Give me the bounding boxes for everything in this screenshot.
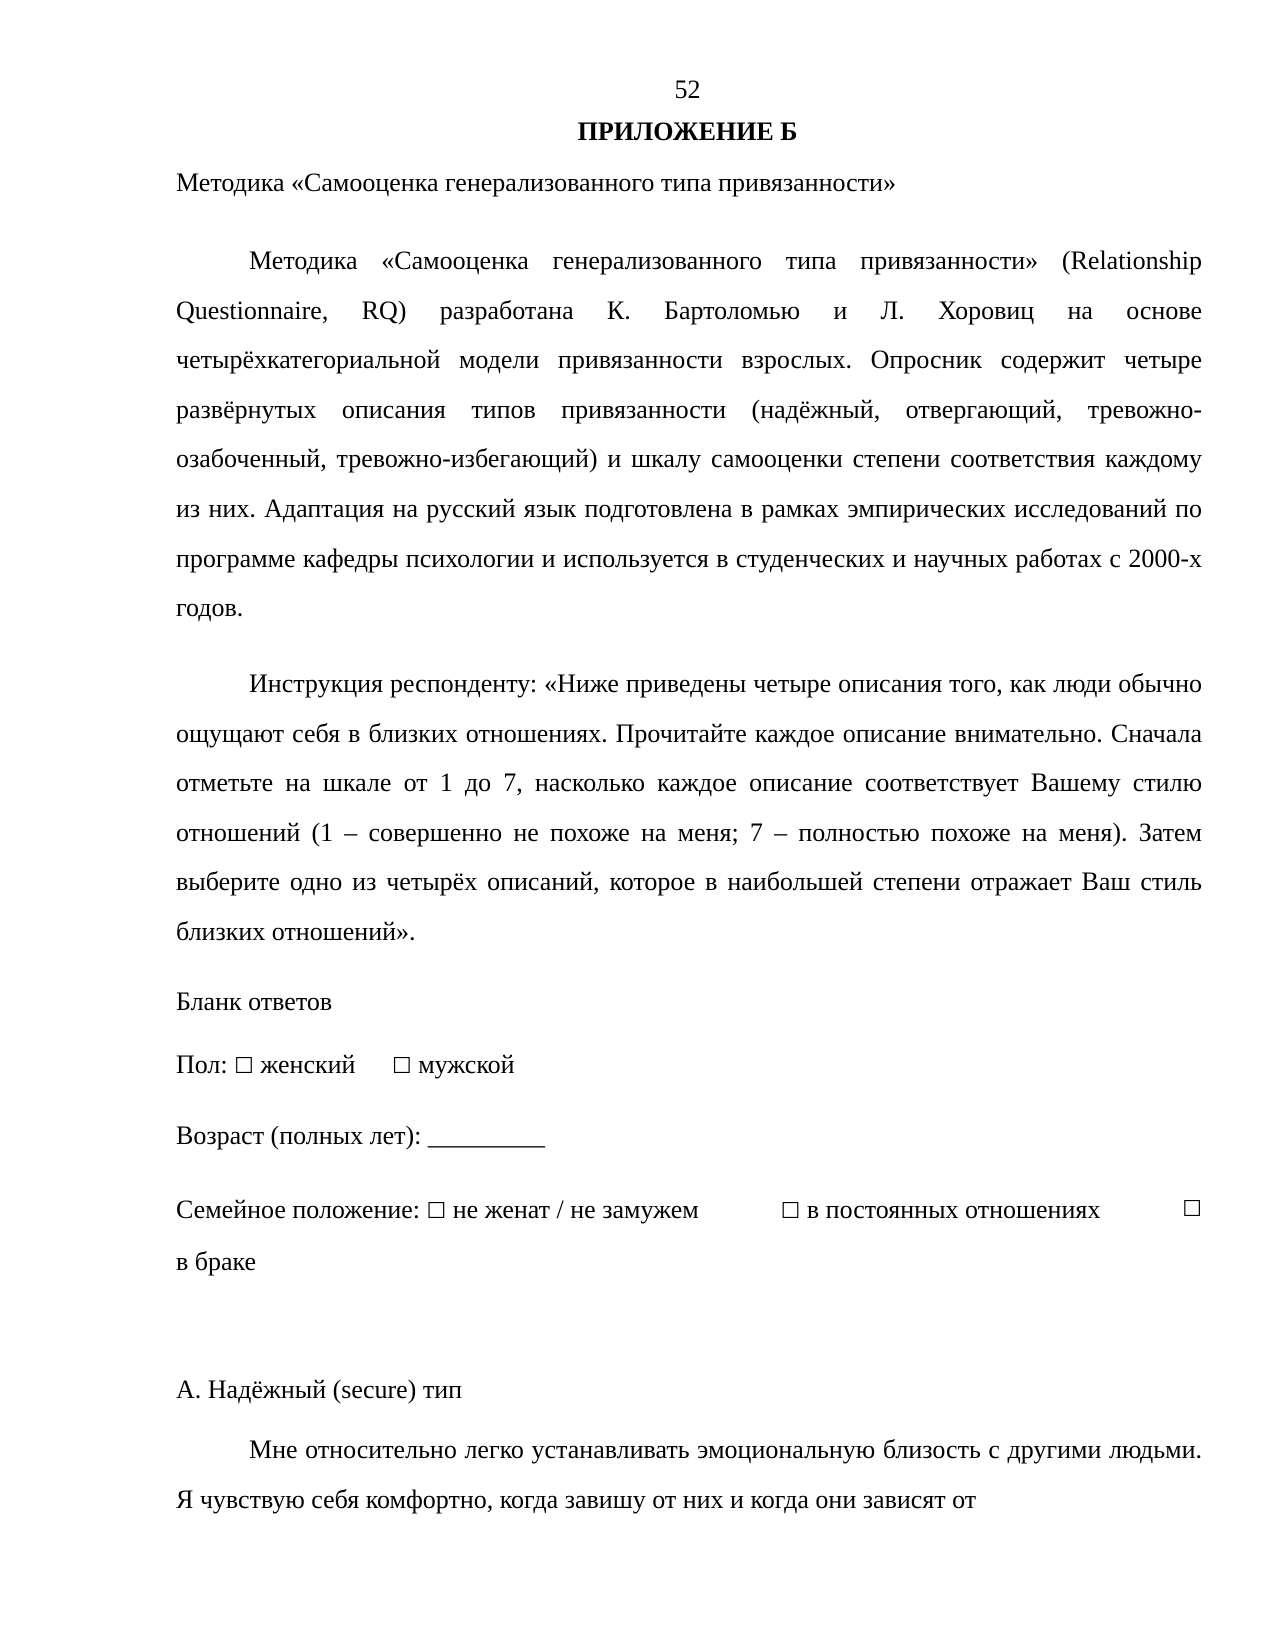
- gender-label: Пол:: [176, 1050, 228, 1079]
- marital-single-label: не женат / не замужем: [452, 1195, 699, 1224]
- method-description-paragraph: Методика «Самооценка генерализованного типа привязанности» (Relationship Questionnaire, RQ) разработана К. Бартоломью и Л. Хоровиц на основе четырёхкатегориальной модели привязанности взрослых. Опросник содержит четыре развёрнутых описания типов привязанности (надёжный, отвергающий, тревожно-озабоченный, тревожно-избегающий) и шкалу самооценки степени соответствия каждому из них. Адаптация на русский язык подготовлена в рамках эмпирических исследований по программе кафедры психологии и используется в студенческих и научных работах с 2000-х годов.: [176, 246, 1202, 623]
- marital-married-label: в браке: [176, 1246, 257, 1276]
- marital-relationship-label: в постоянных отношениях: [806, 1195, 1101, 1224]
- age-blank-line[interactable]: _________: [427, 1121, 545, 1150]
- marital-status-label: Семейное положение:: [176, 1195, 421, 1224]
- gender-field: [176, 1045, 1202, 1087]
- marital-status-field: [176, 1185, 1202, 1286]
- page-number: 52: [674, 75, 701, 104]
- age-label: Возраст (полных лет):: [176, 1121, 422, 1150]
- section-a-heading: А. Надёжный (secure) тип: [176, 1375, 463, 1404]
- respondent-instruction-paragraph: Инструкция респонденту: «Ниже приведены четыре описания того, как люди обычно ощущают себя в близких отношениях. Прочитайте каждое описание внимательно. Сначала отметьте на шкале от 1 до 7, насколько каждое описание соответствует Вашему стилю отношений (1 – совершенно не похоже на меня; 7 – полностью похоже на меня). Затем выберите одно из четырёх описаний, которое в наибольшей степени отражает Ваш стиль близких отношений».: [176, 669, 1202, 946]
- gender-female-checkbox[interactable]: ☐: [234, 1054, 254, 1079]
- gender-male-checkbox[interactable]: ☐: [391, 1054, 412, 1079]
- appendix-title: ПРИЛОЖЕНИЕ Б: [577, 117, 798, 146]
- marital-married-checkbox[interactable]: ☐: [1182, 1197, 1202, 1222]
- answer-form-title: Бланк ответов: [176, 987, 333, 1016]
- method-subtitle: Методика «Самооценка генерализованного типа привязанности»: [176, 168, 896, 197]
- section-a-text: Мне относительно легко устанавливать эмоциональную близость с другими людьми. Я чувствую себя комфортно, когда завишу от них и когда они зависят от: [176, 1435, 1202, 1514]
- marital-relationship-checkbox[interactable]: ☐: [780, 1199, 801, 1224]
- gender-male-label: мужской: [418, 1050, 515, 1079]
- gender-female-label: женский: [260, 1050, 356, 1079]
- age-field: [176, 1116, 1202, 1156]
- marital-single-checkbox[interactable]: ☐: [426, 1199, 447, 1224]
